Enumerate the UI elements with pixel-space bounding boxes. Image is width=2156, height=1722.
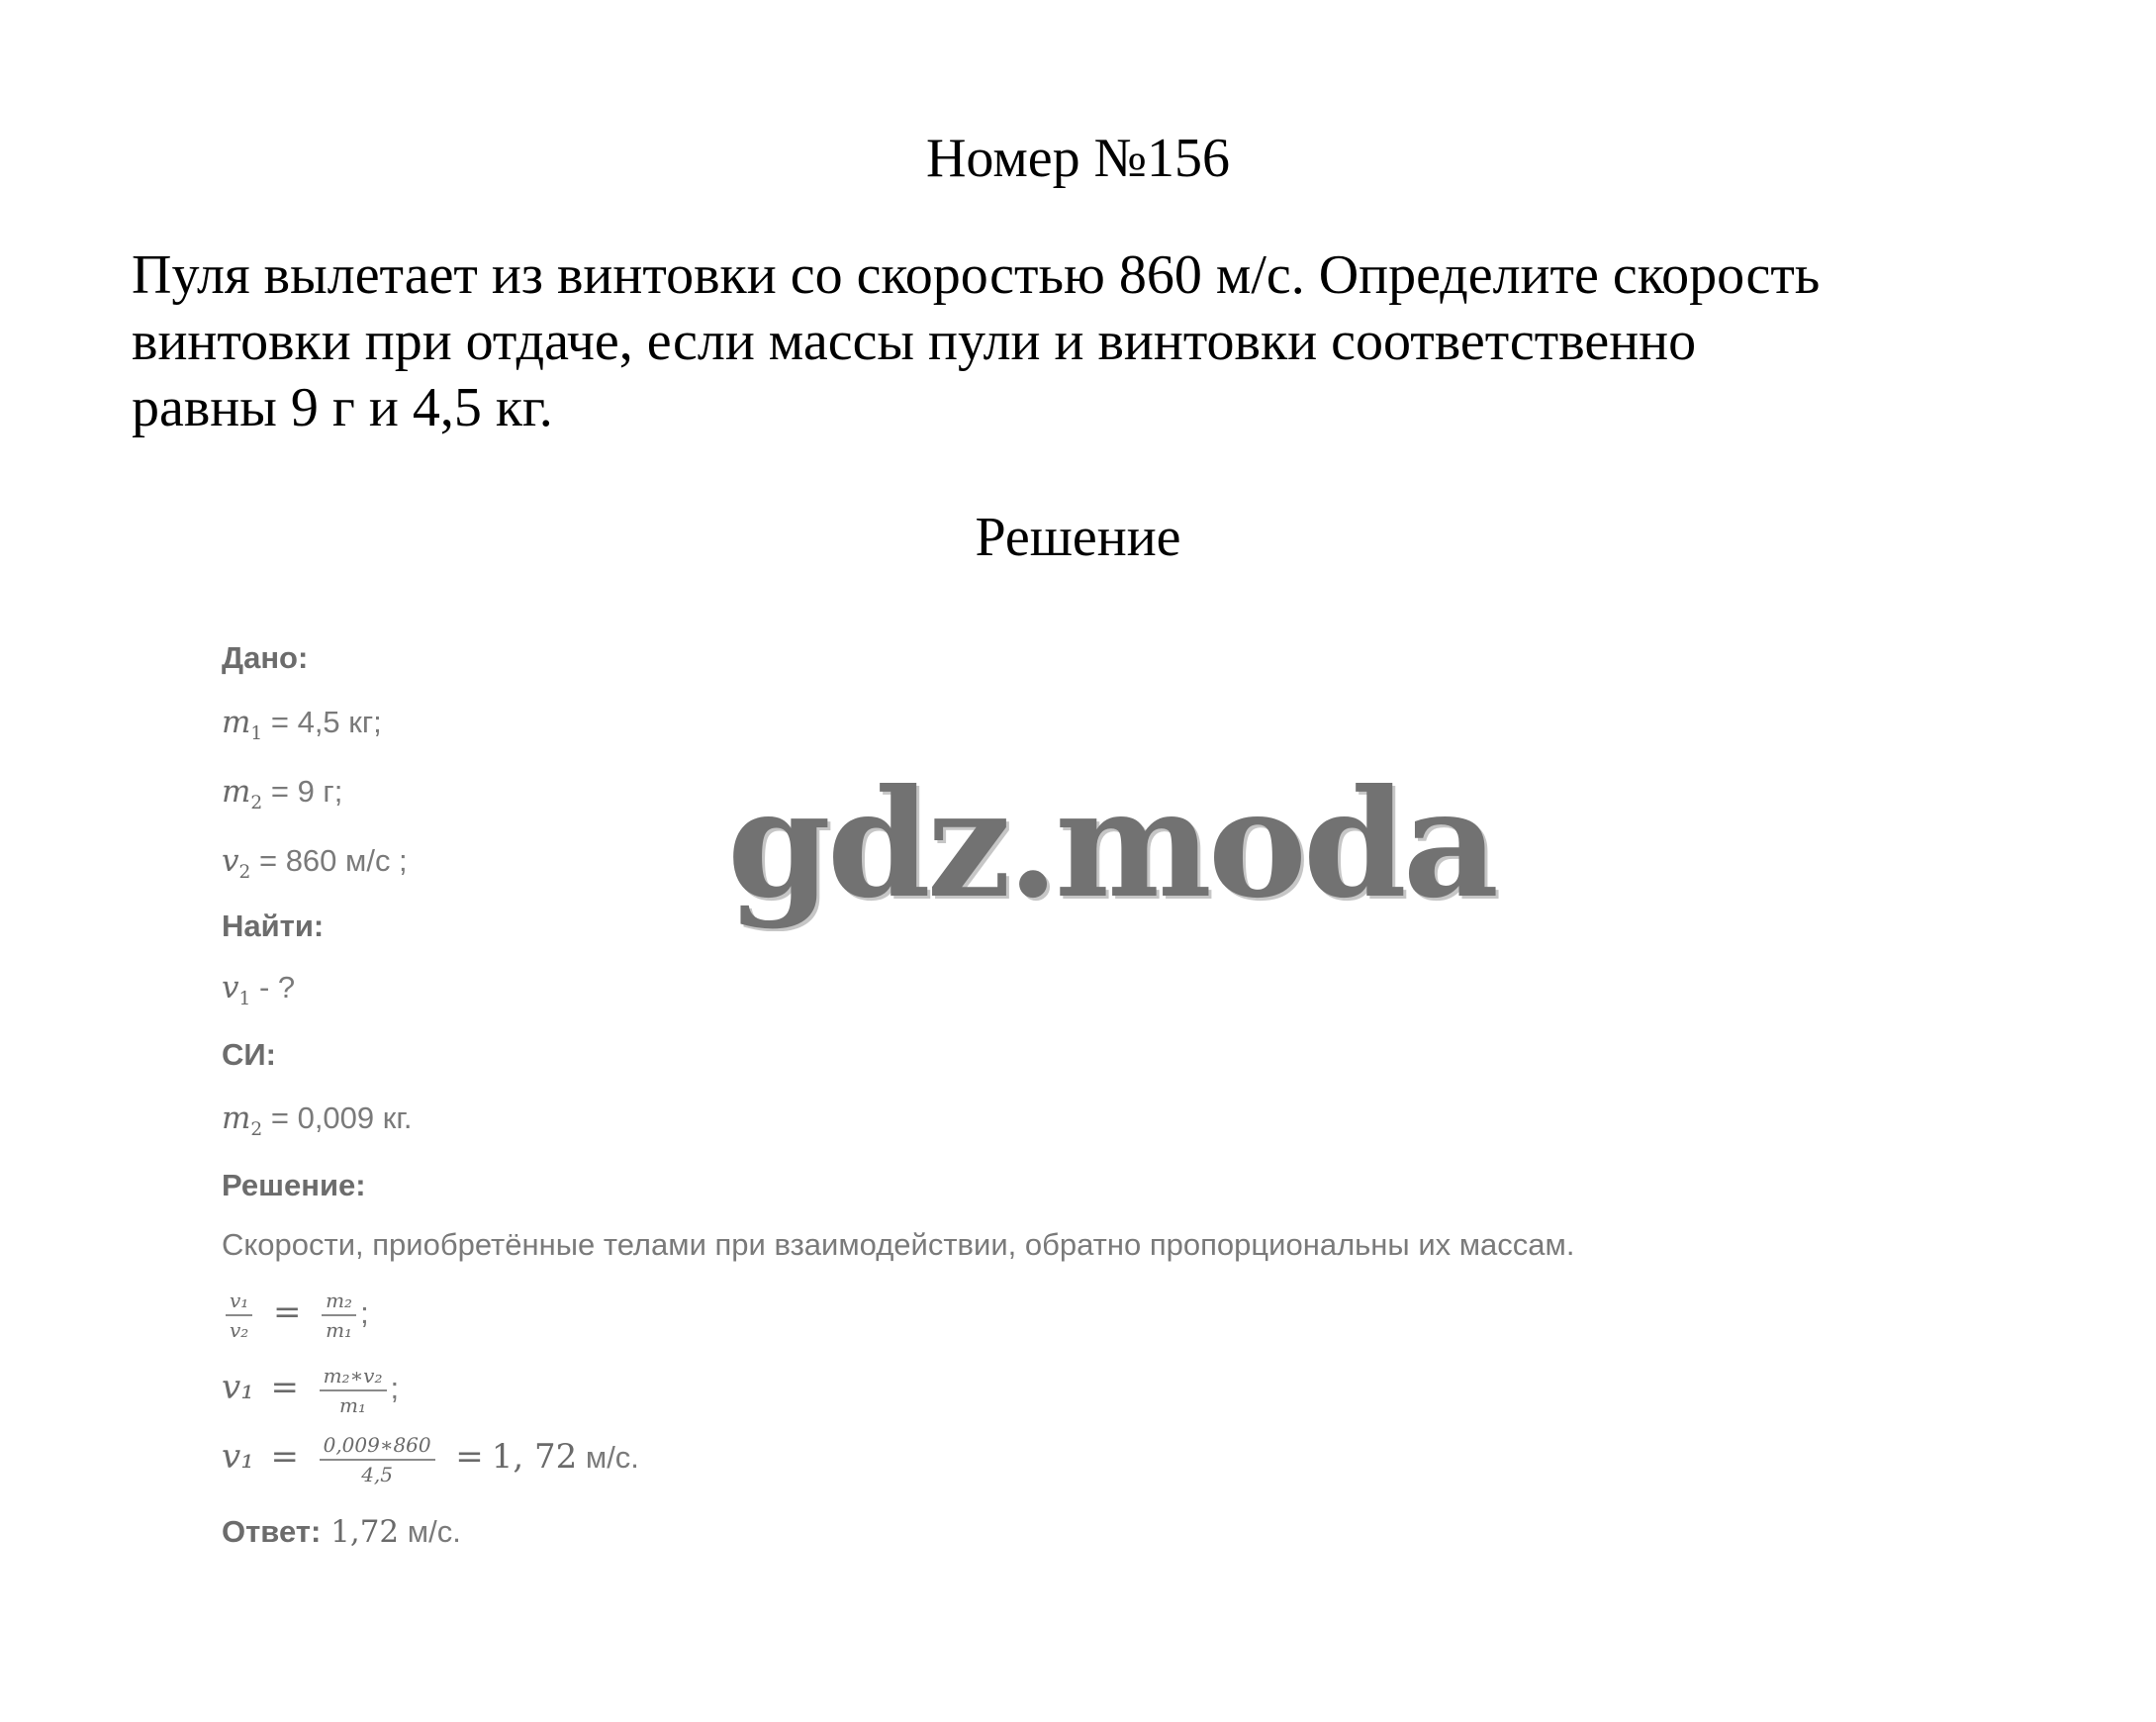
problem-line: Пуля вылетает из винтовки со скоростью 860 м/с. Определите скорость [132,244,1821,306]
given-v2: $v_2 = 860$ м/с ; [222,843,408,884]
formula-v1: v₁ = $\frac{\text{m₂∗v₂}}{\text{m₁}}$ ; [222,1364,400,1417]
find-v1: $v_1$ - ? [222,970,296,1010]
formula-ratio: $\frac{\text{v₁}}{\text{v₂}}$ = $\frac{\text{m₂}}{\text{m₁}}$ ; [222,1289,369,1342]
problem-statement [132,242,2091,441]
formula-result: v₁ = $\frac{0,009∗860}{4,5}$ = 1, 72 м/с. [222,1433,639,1486]
watermark-logo: gdz.moda [727,757,1496,931]
explanation: Скорости, приобретённые телами при взаимодействии, обратно пропорциональны их массам. [222,1227,1575,1262]
page-title: Номер №156 [925,128,1231,189]
answer: Ответ: 1,72 м/с. [222,1514,461,1550]
given-m1: $m_1 = 4,5$ кг; [222,705,382,745]
given-m2: $m_2 = 9$ г; [222,774,343,814]
given-label: Дано: [222,640,309,675]
problem-line: винтовки при отдаче, если массы пули и винтовки соответственно [132,311,1697,372]
si-label: СИ: [222,1037,276,1072]
si-m2: $m_2 = 0,009$ кг. [222,1100,413,1141]
problem-line: равны 9 г и 4,5 кг. [132,377,553,438]
find-label: Найти: [222,909,325,943]
solution-label: Решение: [222,1168,366,1202]
solution-heading: Решение [975,507,1181,568]
